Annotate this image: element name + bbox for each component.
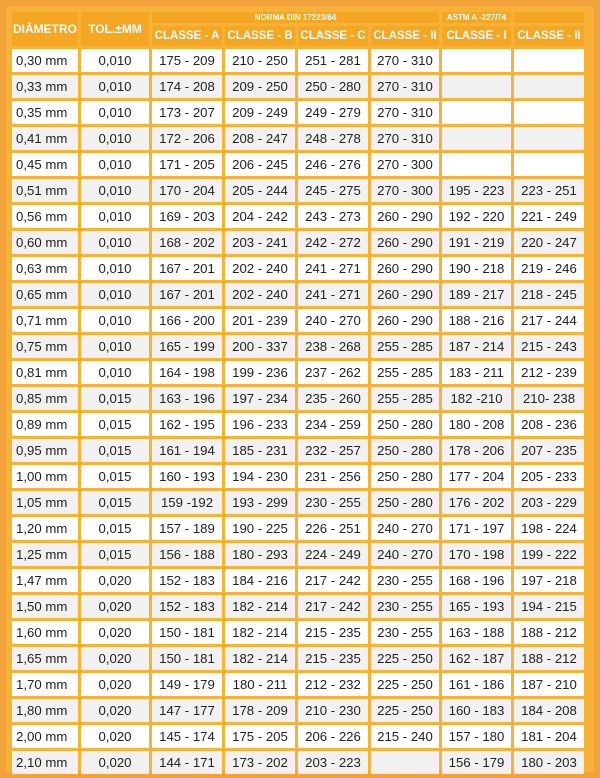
cell-class-i-astm: 183 - 211: [442, 361, 511, 384]
cell-class-b: 180 - 293: [225, 543, 295, 566]
cell-class-ii-astm: 198 - 224: [514, 517, 584, 540]
cell-diameter: 1,05 mm: [12, 491, 78, 514]
cell-class-a: 144 - 171: [152, 751, 222, 774]
cell-class-ii-din: [371, 751, 439, 774]
table-row: [12, 569, 584, 592]
cell-class-i-astm: 170 - 198: [442, 543, 511, 566]
cell-tolerance: 0,015: [81, 517, 149, 540]
cell-class-a: 166 - 200: [152, 309, 222, 332]
table-row: [12, 179, 584, 202]
cell-class-c: 203 - 223: [298, 751, 368, 774]
cell-class-ii-astm: [514, 49, 584, 72]
cell-class-ii-astm: 219 - 246: [514, 257, 584, 280]
cell-tolerance: 0,020: [81, 621, 149, 644]
cell-class-c: 232 - 257: [298, 439, 368, 462]
cell-class-c: 241 - 271: [298, 257, 368, 280]
cell-class-ii-din: 215 - 240: [371, 725, 439, 748]
cell-tolerance: 0,010: [81, 101, 149, 124]
cell-class-ii-astm: 187 - 210: [514, 673, 584, 696]
cell-class-a: 145 - 174: [152, 725, 222, 748]
cell-class-ii-astm: 223 - 251: [514, 179, 584, 202]
cell-class-a: 157 - 189: [152, 517, 222, 540]
cell-class-c: 224 - 249: [298, 543, 368, 566]
cell-class-ii-astm: 217 - 244: [514, 309, 584, 332]
header-class-b: CLASSE - B: [225, 26, 295, 46]
cell-class-c: 248 - 278: [298, 127, 368, 150]
cell-class-ii-astm: 203 - 229: [514, 491, 584, 514]
cell-tolerance: 0,015: [81, 413, 149, 436]
cell-class-c: 237 - 262: [298, 361, 368, 384]
cell-class-a: 150 - 181: [152, 621, 222, 644]
cell-class-b: 206 - 245: [225, 153, 295, 176]
cell-class-c: 210 - 230: [298, 699, 368, 722]
cell-class-i-astm: 195 - 223: [442, 179, 511, 202]
cell-class-c: 215 - 235: [298, 647, 368, 670]
cell-tolerance: 0,020: [81, 673, 149, 696]
cell-class-c: 238 - 268: [298, 335, 368, 358]
cell-class-c: 230 - 255: [298, 491, 368, 514]
cell-class-c: 217 - 242: [298, 595, 368, 618]
cell-class-b: 208 - 247: [225, 127, 295, 150]
table-row: [12, 647, 584, 670]
cell-diameter: 0,51 mm: [12, 179, 78, 202]
table-row: [12, 205, 584, 228]
cell-class-c: 206 - 226: [298, 725, 368, 748]
cell-class-ii-astm: 215 - 243: [514, 335, 584, 358]
cell-diameter: 0,95 mm: [12, 439, 78, 462]
header-group-din: NORMA DIN 17223/64: [152, 12, 439, 23]
cell-class-ii-din: 225 - 250: [371, 647, 439, 670]
cell-class-ii-din: 260 - 290: [371, 283, 439, 306]
cell-class-i-astm: 162 - 187: [442, 647, 511, 670]
cell-diameter: 1,50 mm: [12, 595, 78, 618]
cell-class-b: 197 - 234: [225, 387, 295, 410]
cell-diameter: 1,47 mm: [12, 569, 78, 592]
cell-class-ii-din: 260 - 290: [371, 231, 439, 254]
cell-class-a: 164 - 198: [152, 361, 222, 384]
table-row: [12, 127, 584, 150]
cell-class-ii-din: 270 - 300: [371, 153, 439, 176]
header-tolerance: TOL.±MM: [81, 12, 149, 46]
header-group-empty: [514, 12, 584, 23]
cell-class-i-astm: 178 - 206: [442, 439, 511, 462]
cell-class-i-astm: 187 - 214: [442, 335, 511, 358]
cell-diameter: 0,35 mm: [12, 101, 78, 124]
cell-class-ii-din: 270 - 300: [371, 179, 439, 202]
cell-class-b: 182 - 214: [225, 647, 295, 670]
cell-class-b: 201 - 239: [225, 309, 295, 332]
cell-class-b: 203 - 241: [225, 231, 295, 254]
cell-diameter: 0,33 mm: [12, 75, 78, 98]
cell-class-a: 161 - 194: [152, 439, 222, 462]
cell-diameter: 1,20 mm: [12, 517, 78, 540]
cell-tolerance: 0,015: [81, 491, 149, 514]
cell-class-i-astm: [442, 153, 511, 176]
cell-class-b: 185 - 231: [225, 439, 295, 462]
cell-class-b: 200 - 337: [225, 335, 295, 358]
cell-class-b: 209 - 250: [225, 75, 295, 98]
table-row: [12, 517, 584, 540]
cell-diameter: 0,75 mm: [12, 335, 78, 358]
cell-class-ii-astm: 181 - 204: [514, 725, 584, 748]
table-row: [12, 725, 584, 748]
cell-class-a: 175 - 209: [152, 49, 222, 72]
cell-class-i-astm: [442, 101, 511, 124]
cell-class-b: 182 - 214: [225, 595, 295, 618]
cell-diameter: 0,81 mm: [12, 361, 78, 384]
table-row: [12, 49, 584, 72]
table-row: [12, 257, 584, 280]
cell-class-i-astm: 192 - 220: [442, 205, 511, 228]
table-row: [12, 439, 584, 462]
header-class-i-astm: CLASSE - I: [442, 26, 511, 46]
cell-diameter: 1,65 mm: [12, 647, 78, 670]
cell-class-ii-din: 270 - 310: [371, 127, 439, 150]
cell-tolerance: 0,010: [81, 75, 149, 98]
cell-class-ii-din: 250 - 280: [371, 491, 439, 514]
cell-class-i-astm: 161 - 186: [442, 673, 511, 696]
table-row: [12, 153, 584, 176]
cell-class-ii-din: 230 - 255: [371, 595, 439, 618]
cell-class-ii-din: 270 - 310: [371, 101, 439, 124]
cell-class-i-astm: [442, 127, 511, 150]
cell-class-c: 251 - 281: [298, 49, 368, 72]
table-row: [12, 283, 584, 306]
table-row: [12, 673, 584, 696]
cell-class-i-astm: 182 -210: [442, 387, 511, 410]
cell-class-b: 199 - 236: [225, 361, 295, 384]
cell-tolerance: 0,020: [81, 725, 149, 748]
cell-class-i-astm: 165 - 193: [442, 595, 511, 618]
cell-class-ii-astm: [514, 127, 584, 150]
cell-class-a: 162 - 195: [152, 413, 222, 436]
cell-class-b: 196 - 233: [225, 413, 295, 436]
table-row: [12, 75, 584, 98]
cell-diameter: 0,30 mm: [12, 49, 78, 72]
table-row: [12, 543, 584, 566]
table-row: [12, 361, 584, 384]
cell-class-i-astm: 163 - 188: [442, 621, 511, 644]
cell-class-b: 202 - 240: [225, 283, 295, 306]
cell-class-i-astm: 189 - 217: [442, 283, 511, 306]
table-row: [12, 231, 584, 254]
cell-class-c: 243 - 273: [298, 205, 368, 228]
cell-class-c: 241 - 271: [298, 283, 368, 306]
cell-diameter: 0,41 mm: [12, 127, 78, 150]
cell-class-ii-din: 255 - 285: [371, 361, 439, 384]
cell-class-a: 150 - 181: [152, 647, 222, 670]
cell-class-ii-astm: 220 - 247: [514, 231, 584, 254]
cell-class-c: 249 - 279: [298, 101, 368, 124]
table-row: [12, 335, 584, 358]
cell-tolerance: 0,010: [81, 257, 149, 280]
cell-class-ii-din: 230 - 255: [371, 621, 439, 644]
cell-class-i-astm: 156 - 179: [442, 751, 511, 774]
cell-class-b: 194 - 230: [225, 465, 295, 488]
cell-class-c: 246 - 276: [298, 153, 368, 176]
cell-diameter: 2,00 mm: [12, 725, 78, 748]
cell-class-ii-din: 240 - 270: [371, 543, 439, 566]
cell-class-ii-astm: [514, 101, 584, 124]
cell-class-a: 167 - 201: [152, 257, 222, 280]
cell-class-b: 184 - 216: [225, 569, 295, 592]
header-class-c: CLASSE - C: [298, 26, 368, 46]
cell-class-a: 165 - 199: [152, 335, 222, 358]
cell-class-b: 210 - 250: [225, 49, 295, 72]
table-row: [12, 309, 584, 332]
cell-class-c: 226 - 251: [298, 517, 368, 540]
table-row: [12, 621, 584, 644]
cell-tolerance: 0,010: [81, 309, 149, 332]
header-class-ii-din: CLASSE - II: [371, 26, 439, 46]
table-row: [12, 751, 584, 774]
cell-tolerance: 0,020: [81, 569, 149, 592]
cell-class-a: 152 - 183: [152, 595, 222, 618]
cell-class-a: 169 - 203: [152, 205, 222, 228]
cell-class-ii-astm: 184 - 208: [514, 699, 584, 722]
cell-tolerance: 0,010: [81, 361, 149, 384]
header-class-a: CLASSE - A: [152, 26, 222, 46]
cell-class-ii-astm: 207 - 235: [514, 439, 584, 462]
spring-wire-table: [9, 9, 587, 777]
cell-class-a: 149 - 179: [152, 673, 222, 696]
table-row: [12, 101, 584, 124]
cell-class-b: 180 - 211: [225, 673, 295, 696]
cell-class-ii-astm: 218 - 245: [514, 283, 584, 306]
cell-class-i-astm: [442, 75, 511, 98]
cell-class-c: 250 - 280: [298, 75, 368, 98]
cell-class-i-astm: 176 - 202: [442, 491, 511, 514]
cell-class-b: 175 - 205: [225, 725, 295, 748]
cell-tolerance: 0,015: [81, 543, 149, 566]
cell-class-ii-astm: 194 - 215: [514, 595, 584, 618]
cell-class-b: 202 - 240: [225, 257, 295, 280]
table-row: [12, 387, 584, 410]
cell-class-ii-astm: [514, 153, 584, 176]
cell-diameter: 2,10 mm: [12, 751, 78, 774]
cell-class-a: 156 - 188: [152, 543, 222, 566]
cell-class-c: 215 - 235: [298, 621, 368, 644]
table-row: [12, 595, 584, 618]
cell-class-a: 167 - 201: [152, 283, 222, 306]
cell-class-ii-din: 250 - 280: [371, 413, 439, 436]
cell-class-ii-astm: 208 - 236: [514, 413, 584, 436]
cell-tolerance: 0,015: [81, 439, 149, 462]
cell-class-a: 147 - 177: [152, 699, 222, 722]
cell-diameter: 0,71 mm: [12, 309, 78, 332]
cell-class-a: 172 - 206: [152, 127, 222, 150]
cell-class-ii-astm: [514, 75, 584, 98]
cell-class-ii-astm: 210- 238: [514, 387, 584, 410]
cell-class-ii-astm: 221 - 249: [514, 205, 584, 228]
cell-class-ii-din: 270 - 310: [371, 75, 439, 98]
table-row: [12, 465, 584, 488]
cell-tolerance: 0,010: [81, 49, 149, 72]
cell-class-ii-din: 260 - 290: [371, 309, 439, 332]
cell-class-b: 204 - 242: [225, 205, 295, 228]
cell-tolerance: 0,010: [81, 335, 149, 358]
cell-diameter: 1,80 mm: [12, 699, 78, 722]
cell-class-ii-din: 250 - 280: [371, 465, 439, 488]
cell-class-a: 168 - 202: [152, 231, 222, 254]
cell-class-ii-astm: 199 - 222: [514, 543, 584, 566]
cell-class-ii-din: 255 - 285: [371, 335, 439, 358]
cell-class-c: 245 - 275: [298, 179, 368, 202]
cell-class-ii-din: 255 - 285: [371, 387, 439, 410]
table-body: [12, 49, 584, 774]
table-row: [12, 699, 584, 722]
cell-class-ii-din: 260 - 290: [371, 205, 439, 228]
cell-class-c: 240 - 270: [298, 309, 368, 332]
cell-tolerance: 0,020: [81, 699, 149, 722]
cell-tolerance: 0,010: [81, 283, 149, 306]
cell-class-i-astm: 190 - 218: [442, 257, 511, 280]
cell-tolerance: 0,010: [81, 153, 149, 176]
cell-class-i-astm: 168 - 196: [442, 569, 511, 592]
cell-class-i-astm: 177 - 204: [442, 465, 511, 488]
cell-class-ii-astm: 197 - 218: [514, 569, 584, 592]
cell-class-b: 173 - 202: [225, 751, 295, 774]
cell-class-a: 170 - 204: [152, 179, 222, 202]
cell-diameter: 0,65 mm: [12, 283, 78, 306]
cell-class-a: 163 - 196: [152, 387, 222, 410]
cell-tolerance: 0,010: [81, 231, 149, 254]
cell-class-b: 190 - 225: [225, 517, 295, 540]
cell-class-ii-astm: 205 - 233: [514, 465, 584, 488]
cell-diameter: 0,89 mm: [12, 413, 78, 436]
cell-class-i-astm: [442, 49, 511, 72]
cell-class-ii-din: 230 - 255: [371, 569, 439, 592]
cell-class-ii-astm: 188 - 212: [514, 647, 584, 670]
cell-class-ii-din: 270 - 310: [371, 49, 439, 72]
cell-diameter: 1,60 mm: [12, 621, 78, 644]
cell-class-ii-din: 260 - 290: [371, 257, 439, 280]
cell-class-b: 209 - 249: [225, 101, 295, 124]
cell-tolerance: 0,010: [81, 179, 149, 202]
cell-diameter: 1,25 mm: [12, 543, 78, 566]
table-row: [12, 413, 584, 436]
cell-class-a: 159 -192: [152, 491, 222, 514]
cell-class-c: 212 - 232: [298, 673, 368, 696]
cell-tolerance: 0,010: [81, 127, 149, 150]
cell-tolerance: 0,015: [81, 387, 149, 410]
cell-class-ii-din: 225 - 250: [371, 673, 439, 696]
cell-tolerance: 0,015: [81, 465, 149, 488]
header-group-astm: ASTM A -227/74: [442, 12, 511, 23]
cell-diameter: 0,45 mm: [12, 153, 78, 176]
cell-tolerance: 0,020: [81, 751, 149, 774]
cell-class-a: 173 - 207: [152, 101, 222, 124]
cell-class-c: 217 - 242: [298, 569, 368, 592]
cell-class-ii-astm: 188 - 212: [514, 621, 584, 644]
cell-class-b: 205 - 244: [225, 179, 295, 202]
cell-class-c: 231 - 256: [298, 465, 368, 488]
cell-class-a: 174 - 208: [152, 75, 222, 98]
cell-class-ii-din: 225 - 250: [371, 699, 439, 722]
cell-class-i-astm: 188 - 216: [442, 309, 511, 332]
cell-tolerance: 0,010: [81, 205, 149, 228]
cell-class-ii-din: 240 - 270: [371, 517, 439, 540]
cell-class-a: 160 - 193: [152, 465, 222, 488]
header-diameter: DIÂMETRO: [12, 12, 78, 46]
cell-class-i-astm: 191 - 219: [442, 231, 511, 254]
cell-class-a: 152 - 183: [152, 569, 222, 592]
cell-diameter: 1,00 mm: [12, 465, 78, 488]
table-row: [12, 491, 584, 514]
cell-class-i-astm: 160 - 183: [442, 699, 511, 722]
cell-class-b: 182 - 214: [225, 621, 295, 644]
cell-class-c: 234 - 259: [298, 413, 368, 436]
cell-class-i-astm: 180 - 208: [442, 413, 511, 436]
table-header: [12, 12, 584, 46]
cell-class-c: 242 - 272: [298, 231, 368, 254]
cell-diameter: 0,63 mm: [12, 257, 78, 280]
cell-class-ii-astm: 180 - 203: [514, 751, 584, 774]
cell-class-i-astm: 157 - 180: [442, 725, 511, 748]
cell-class-ii-astm: 212 - 239: [514, 361, 584, 384]
cell-class-b: 178 - 209: [225, 699, 295, 722]
cell-tolerance: 0,020: [81, 595, 149, 618]
cell-class-b: 193 - 299: [225, 491, 295, 514]
cell-diameter: 0,60 mm: [12, 231, 78, 254]
cell-diameter: 1,70 mm: [12, 673, 78, 696]
cell-tolerance: 0,020: [81, 647, 149, 670]
cell-class-a: 171 - 205: [152, 153, 222, 176]
header-class-ii-astm: CLASSE - II: [514, 26, 584, 46]
cell-diameter: 0,56 mm: [12, 205, 78, 228]
cell-class-c: 235 - 260: [298, 387, 368, 410]
cell-diameter: 0,85 mm: [12, 387, 78, 410]
cell-class-i-astm: 171 - 197: [442, 517, 511, 540]
cell-class-ii-din: 250 - 280: [371, 439, 439, 462]
